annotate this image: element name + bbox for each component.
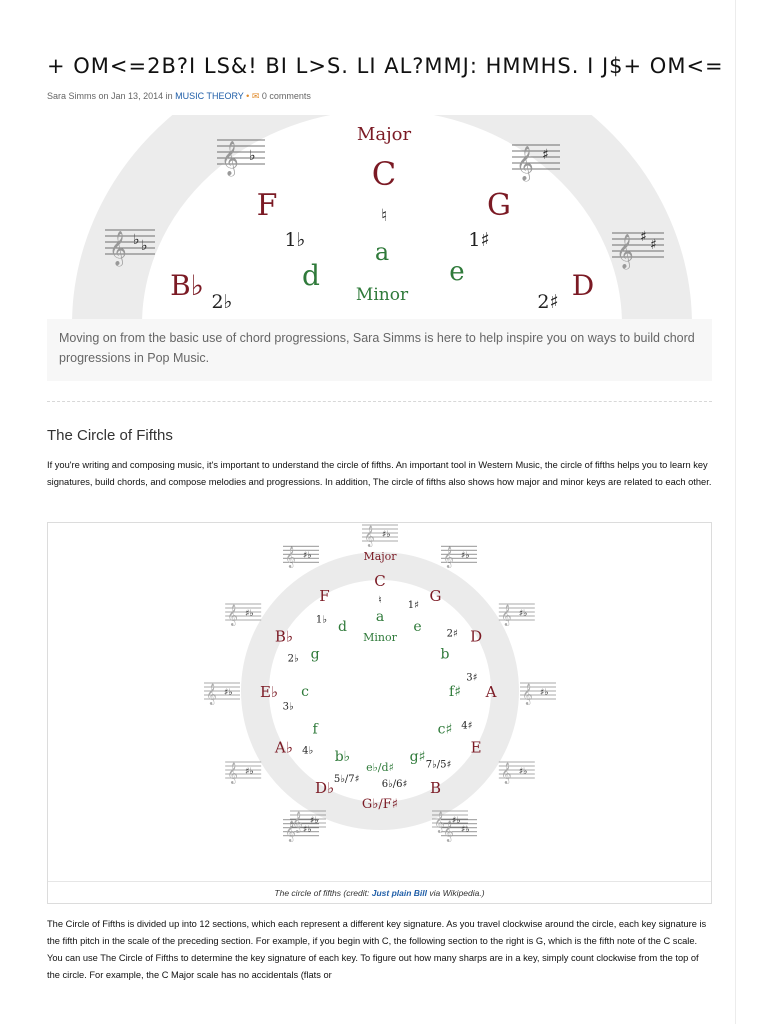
staff-icon xyxy=(225,762,261,784)
svg-text:𝄞: 𝄞 xyxy=(443,547,454,569)
svg-text:♯♭: ♯♭ xyxy=(310,816,319,826)
article-title: + OM<=2B?I LS&! BI L>S. LI AL?MMJ: HMMHS. I J$+ OM<= xyxy=(47,54,724,78)
svg-text:𝄞: 𝄞 xyxy=(616,234,634,269)
major-key-label: D xyxy=(470,627,483,646)
minor-key-label: g♯ xyxy=(409,748,426,765)
signature-count-label: 3♯ xyxy=(466,672,478,684)
major-key-label: B♭ xyxy=(274,627,293,646)
minor-key-label: d xyxy=(338,619,347,636)
staff-icon xyxy=(499,762,535,784)
svg-text:♯: ♯ xyxy=(640,229,647,245)
hero-key-d: D xyxy=(571,269,595,302)
minor-key-label: a xyxy=(375,609,385,625)
svg-text:𝄞: 𝄞 xyxy=(434,812,445,833)
minor-key-label: b♭ xyxy=(334,748,351,765)
staff-icon xyxy=(225,604,261,626)
svg-text:♯♭: ♯♭ xyxy=(461,551,470,562)
svg-text:♭: ♭ xyxy=(249,148,256,164)
signature-count-label: 2♯ xyxy=(446,628,458,640)
svg-text:♯: ♯ xyxy=(542,147,549,163)
svg-text:♯♭: ♯♭ xyxy=(245,767,254,777)
major-key-label: E♭ xyxy=(259,683,279,701)
excerpt-text: Moving on from the basic use of chord progressions, Sara Simms is here to help inspire you on ways to build chord progressions in Pop Music. xyxy=(59,331,695,365)
major-key-label: F xyxy=(319,586,330,605)
meta-separator: • xyxy=(246,91,250,101)
caption-credit-link[interactable]: Just plain Bill xyxy=(371,888,427,898)
hero-minor-d: d xyxy=(302,259,320,292)
svg-text:𝄞: 𝄞 xyxy=(516,146,534,181)
svg-text:♭: ♭ xyxy=(141,238,148,254)
major-key-label: A xyxy=(485,683,497,701)
signature-count-label: 7♭/5♯ xyxy=(425,759,452,771)
svg-text:𝄞: 𝄞 xyxy=(227,605,238,626)
category-link[interactable]: MUSIC THEORY xyxy=(175,91,244,101)
hero-major-label: Major xyxy=(356,124,412,145)
figure-caption xyxy=(48,881,711,898)
major-key-label: G♭/F♯ xyxy=(361,797,399,812)
major-key-label: E xyxy=(470,738,482,757)
svg-text:𝄞: 𝄞 xyxy=(285,547,296,569)
hero-minor-a: a xyxy=(374,238,390,266)
major-key-label: C xyxy=(374,572,386,590)
minor-key-label: f xyxy=(312,721,318,738)
hero-key-c: C xyxy=(371,155,397,193)
minor-key-label: g xyxy=(310,646,320,663)
major-key-label: B xyxy=(429,779,442,798)
hero-count-1flat: 1♭ xyxy=(284,229,306,251)
intro-paragraph: If you're writing and composing music, it's important to understand the circle of fifths. An important tool in Western Music, the circle of fifths helps you to learn key signatures, build chords, and compose melodies and progressions. In addition, The circle of fifths also shows how major and minor keys are related to each other. xyxy=(47,460,712,487)
signature-count-label: 1♯ xyxy=(407,600,419,612)
svg-text:𝄞: 𝄞 xyxy=(522,684,533,705)
svg-text:𝄞: 𝄞 xyxy=(292,812,303,833)
circle-of-fifths-diagram xyxy=(48,523,711,878)
svg-text:♯♭: ♯♭ xyxy=(303,824,312,835)
hero-image xyxy=(47,115,712,319)
comments-link[interactable]: 0 comments xyxy=(261,91,311,101)
caption-prefix: The circle of fifths (credit: xyxy=(274,888,372,898)
svg-text:𝄞: 𝄞 xyxy=(285,820,296,842)
svg-text:𝄞: 𝄞 xyxy=(500,605,512,626)
minor-key-label: c♯ xyxy=(437,721,453,738)
staff-icon xyxy=(499,604,535,626)
minor-key-label: f♯ xyxy=(449,684,461,700)
caption-suffix: via Wikipedia.) xyxy=(427,888,485,898)
svg-text:♯♭: ♯♭ xyxy=(224,688,233,698)
hero-key-f: F xyxy=(256,188,278,223)
hero-minor-e: e xyxy=(449,257,465,287)
staff-icon xyxy=(362,525,398,547)
major-key-label: A♭ xyxy=(274,738,293,757)
signature-count-label: 4♯ xyxy=(461,720,473,732)
hero-natural-sign: ♮ xyxy=(380,206,388,226)
svg-text:𝄞: 𝄞 xyxy=(109,231,127,266)
signature-count-label: 2♭ xyxy=(287,653,299,665)
article-excerpt xyxy=(47,319,712,381)
signature-count-label: 6♭/6♯ xyxy=(381,778,408,790)
svg-text:𝄞: 𝄞 xyxy=(206,684,217,705)
minor-key-label: c xyxy=(301,684,309,700)
major-key-label: D♭ xyxy=(314,779,335,798)
staff-icon xyxy=(283,546,319,568)
svg-text:♯♭: ♯♭ xyxy=(540,688,549,698)
body-paragraph: The Circle of Fifths is divided up into 12 sections, which each represent a different key signature. As you travel clockwise around the circle, each key signature is the fifth pitch in the scale of the preceding section. For example, if you begin with C, the following section to the right is G, which is the fifth note of the C scale. You can use The Circle of Fifths to determine the key signature of each key. To figure out how many sharps are in a key, simply count clockwise from the top of the circle. For example, the C Major scale has no accidentals (flats or xyxy=(47,919,707,980)
signature-count-label: 5♭/7♯ xyxy=(333,773,360,785)
major-key-label: G xyxy=(429,586,442,605)
circle-major-label: Major xyxy=(363,550,397,563)
post-date: on Jan 13, 2014 in xyxy=(98,91,173,101)
post-meta xyxy=(47,91,311,102)
hero-count-1sharp: 1♯ xyxy=(468,229,490,251)
figure-circle-of-fifths xyxy=(47,522,712,904)
staff-icon xyxy=(204,683,240,705)
hero-diagram xyxy=(47,115,712,319)
staff-icon xyxy=(441,546,477,568)
author-link[interactable]: Sara Simms xyxy=(47,91,97,101)
svg-text:𝄞: 𝄞 xyxy=(221,141,239,176)
hero-count-2flat: 2♭ xyxy=(211,291,233,313)
svg-text:♯♭: ♯♭ xyxy=(518,609,528,619)
minor-key-label: b xyxy=(440,646,450,663)
minor-key-label: e xyxy=(413,619,422,636)
svg-text:♯: ♯ xyxy=(650,237,657,253)
hero-count-2sharp: 2♯ xyxy=(537,291,559,313)
hero-key-g: G xyxy=(487,188,511,223)
svg-text:𝄞: 𝄞 xyxy=(364,526,375,547)
circle-natural-sign: ♮ xyxy=(378,595,382,606)
svg-text:♯♭: ♯♭ xyxy=(303,551,312,562)
section-divider xyxy=(47,401,712,402)
staff-icon xyxy=(520,683,556,705)
svg-text:♯♭: ♯♭ xyxy=(245,609,254,619)
minor-key-label: e♭/d♯ xyxy=(366,761,394,774)
svg-text:𝄞: 𝄞 xyxy=(443,820,454,842)
svg-text:♯♭: ♯♭ xyxy=(382,530,391,540)
signature-count-label: 3♭ xyxy=(282,701,294,713)
svg-text:♯♭: ♯♭ xyxy=(518,767,528,777)
hero-key-bflat: B♭ xyxy=(170,269,204,302)
comment-icon: ✉ xyxy=(251,91,260,101)
svg-text:♭: ♭ xyxy=(133,232,140,248)
section-heading: The Circle of Fifths xyxy=(47,427,173,444)
hero-minor-label: Minor xyxy=(355,285,409,305)
signature-count-label: 1♭ xyxy=(315,614,328,626)
signature-count-label: 4♭ xyxy=(302,745,314,757)
svg-text:𝄞: 𝄞 xyxy=(227,763,238,784)
svg-text:♯♭: ♯♭ xyxy=(452,816,461,826)
svg-text:♯♭: ♯♭ xyxy=(461,824,470,835)
circle-minor-label: Minor xyxy=(363,631,397,644)
svg-text:𝄞: 𝄞 xyxy=(500,763,512,784)
